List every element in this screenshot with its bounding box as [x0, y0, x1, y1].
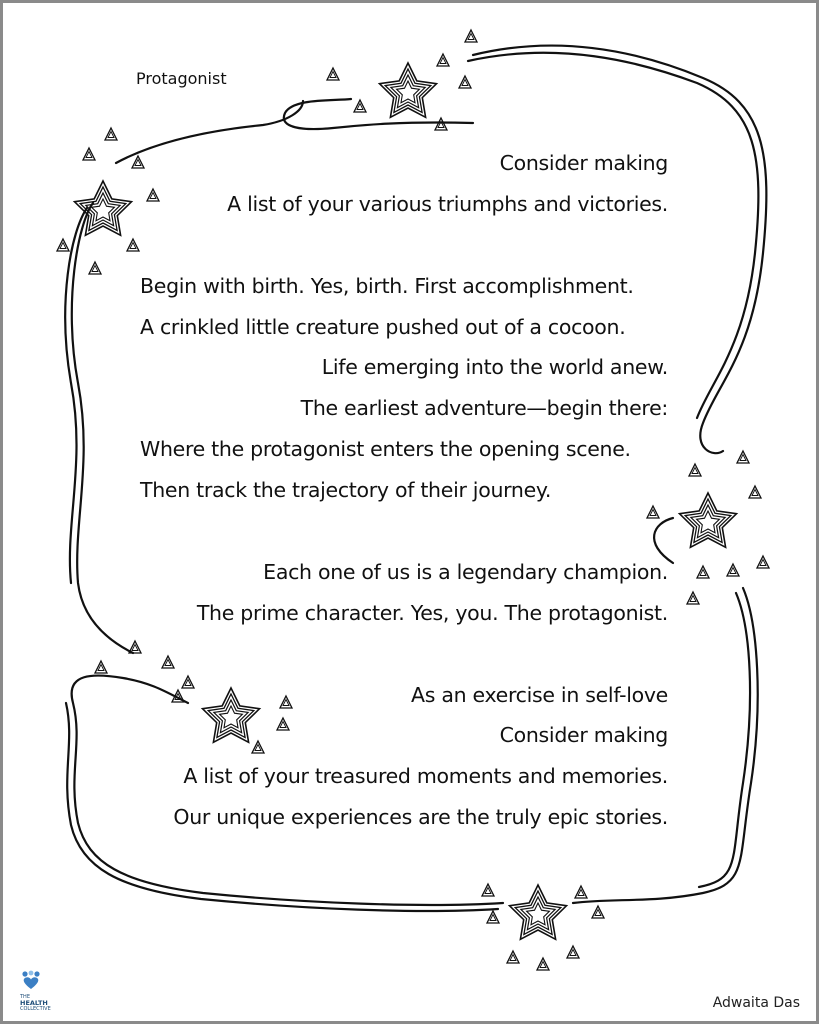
author-signature: Adwaita Das — [712, 995, 800, 1011]
poem-line: As an exercise in self-love — [411, 682, 668, 707]
poem-line: A list of your various triumphs and victories. — [227, 191, 668, 216]
people-heart-icon — [20, 970, 42, 990]
stanza-gap — [123, 225, 668, 266]
poem-line: The prime character. Yes, you. The protagonist. — [196, 600, 668, 625]
star-outline-icon — [380, 63, 437, 117]
poem-title: Protagonist — [136, 69, 227, 88]
poem-line: Each one of us is a legendary champion. — [263, 559, 668, 584]
stanza-gap — [123, 634, 668, 675]
poem-line: The earliest adventure—begin there: — [300, 396, 668, 421]
poem-line: Consider making — [499, 151, 668, 175]
star-outline-icon — [680, 493, 737, 547]
poem-line: A crinkled little creature pushed out of a cocoon. — [140, 314, 626, 339]
stanza-gap — [123, 511, 668, 552]
poem-line: Where the protagonist enters the opening scene. — [140, 437, 631, 462]
poem-line: Then track the trajectory of their journey. — [140, 478, 552, 503]
health-collective-logo — [20, 970, 60, 1012]
poem-line: Our unique experiences are the truly epic stories. — [173, 805, 668, 830]
poem-line: Begin with birth. Yes, birth. First accomplishment. — [140, 273, 634, 298]
star-outline-icon — [510, 885, 567, 939]
logo-text-collective: COLLECTIVE — [20, 1006, 51, 1012]
poem-body — [123, 143, 668, 838]
logo-text-the: THE — [20, 994, 30, 1000]
poem-line: Life emerging into the world anew. — [321, 355, 668, 380]
poem-line: A list of your treasured moments and memories. — [183, 764, 668, 789]
logo-text-health: HEALTH — [20, 999, 48, 1007]
poem-line: Consider making — [499, 723, 668, 748]
